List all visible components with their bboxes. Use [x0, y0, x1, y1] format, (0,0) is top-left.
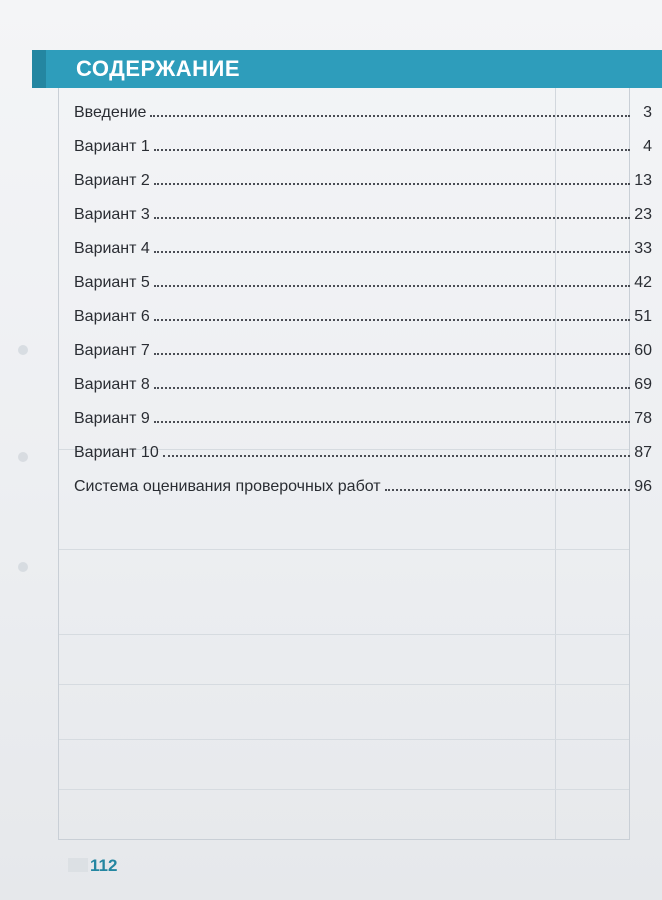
toc-entry	[74, 200, 652, 224]
toc-entry-page: 78	[634, 410, 652, 427]
toc-entry	[74, 302, 652, 326]
page-number: 112	[90, 856, 118, 875]
toc-entry	[74, 438, 652, 462]
toc-entry	[74, 268, 652, 292]
toc-entry-page: 51	[634, 308, 652, 325]
toc-leader-dots	[154, 149, 630, 151]
binding-hole-mark	[18, 345, 28, 355]
toc-leader-dots	[163, 455, 630, 457]
toc-entry-label: Вариант 8	[74, 376, 150, 393]
toc-leader-dots	[154, 217, 630, 219]
toc-entry	[74, 336, 652, 360]
toc-entry	[74, 472, 652, 496]
toc-entry-label: Вариант 3	[74, 206, 150, 223]
toc-entry-page: 60	[634, 342, 652, 359]
toc-entry-page: 96	[634, 478, 652, 495]
toc-entry-label: Вариант 7	[74, 342, 150, 359]
toc-entry-page: 13	[634, 172, 652, 189]
toc-entry	[74, 166, 652, 190]
toc-entry-label: Вариант 4	[74, 240, 150, 257]
toc-leader-dots	[385, 489, 630, 491]
background-table-row	[59, 789, 629, 790]
toc-entry-page: 3	[643, 104, 652, 121]
toc-entry	[74, 234, 652, 258]
toc-entry-label: Вариант 2	[74, 172, 150, 189]
toc-leader-dots	[154, 251, 630, 253]
toc-entry-label: Вариант 1	[74, 138, 150, 155]
toc-entry-label: Система оценивания проверочных работ	[74, 478, 381, 495]
toc-leader-dots	[154, 421, 630, 423]
background-table-row	[59, 739, 629, 740]
background-table-row	[59, 684, 629, 685]
toc-leader-dots	[154, 387, 630, 389]
toc-entry-page: 87	[634, 444, 652, 461]
toc-entry	[74, 98, 652, 122]
toc-leader-dots	[154, 319, 630, 321]
binding-hole-mark	[18, 452, 28, 462]
toc-leader-dots	[150, 115, 630, 117]
section-banner	[38, 50, 662, 88]
toc-entry-label: Вариант 5	[74, 274, 150, 291]
toc-entry	[74, 132, 652, 156]
toc-entry-page: 42	[634, 274, 652, 291]
toc-entry-page: 33	[634, 240, 652, 257]
binding-hole-mark	[18, 562, 28, 572]
toc-entry	[74, 370, 652, 394]
toc-entry-page: 23	[634, 206, 652, 223]
toc-leader-dots	[154, 353, 630, 355]
background-table-row	[59, 549, 629, 550]
toc-entry-page: 69	[634, 376, 652, 393]
toc-entry-label: Вариант 6	[74, 308, 150, 325]
toc-leader-dots	[154, 183, 630, 185]
toc-leader-dots	[154, 285, 630, 287]
toc-entry-label: Введение	[74, 104, 147, 121]
toc-entry-page: 4	[643, 138, 652, 155]
toc-entry-label: Вариант 9	[74, 410, 150, 427]
background-table-row	[59, 634, 629, 635]
page-number-marker	[68, 858, 88, 872]
toc-entry	[74, 404, 652, 428]
page-title: СОДЕРЖАНИЕ	[76, 56, 241, 81]
toc-entry-label: Вариант 10	[74, 444, 159, 461]
